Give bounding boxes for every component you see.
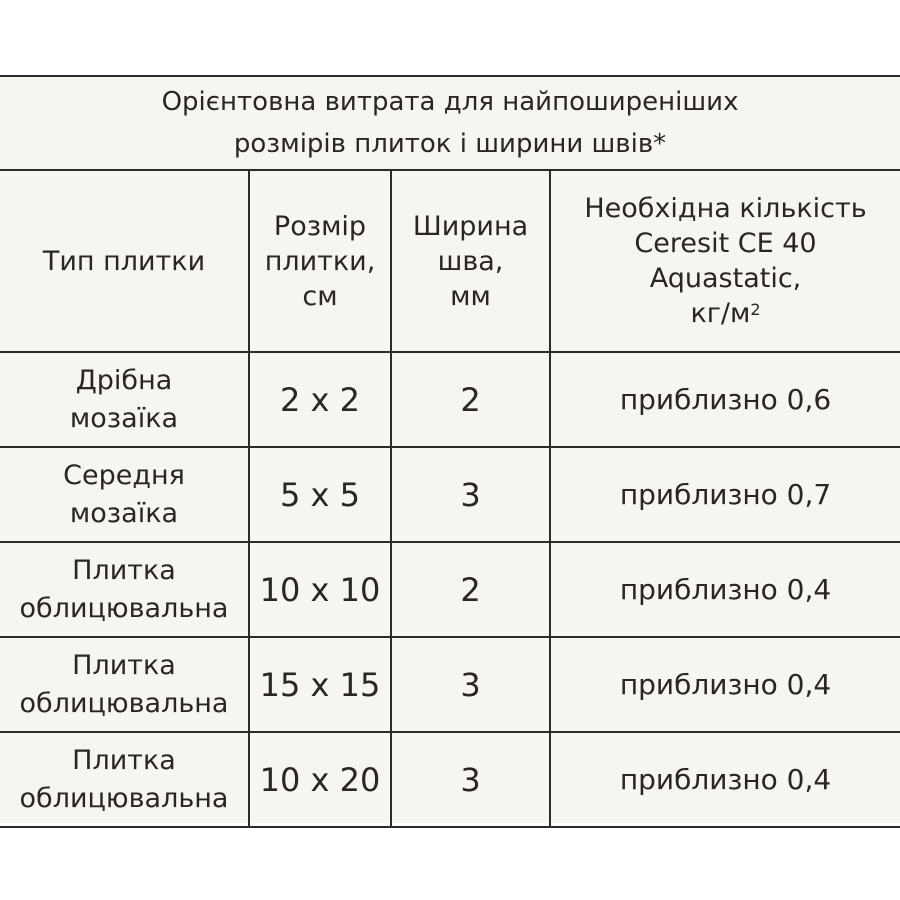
cell-tile-size: 10 x 10	[249, 542, 391, 637]
unit-superscript: 2	[750, 300, 761, 319]
tile-type-line: Середня	[63, 459, 185, 491]
table-title-line-1: Орієнтовна витрата для найпоширеніших	[161, 87, 739, 117]
table-row	[0, 447, 900, 542]
table-header-row	[0, 170, 900, 352]
header-line: Необхідна кількість	[584, 193, 867, 224]
cell-tile-type	[0, 637, 249, 732]
column-header-tile-type	[0, 170, 249, 352]
header-line: Aquastatic,	[649, 263, 802, 294]
cell-joint-width: 3	[391, 732, 550, 827]
header-line: Ширина	[412, 210, 529, 242]
column-header-tile-size	[249, 170, 391, 352]
header-line: Ceresit CE 40	[634, 228, 817, 259]
column-header-required-amount	[550, 170, 900, 352]
cell-required-amount: приблизно 0,7	[550, 447, 900, 542]
cell-tile-size: 10 x 20	[249, 732, 391, 827]
header-unit	[557, 296, 894, 331]
cell-tile-size: 15 x 15	[249, 637, 391, 732]
cell-joint-width: 2	[391, 542, 550, 637]
tile-type-line: облицювальна	[19, 782, 229, 814]
tile-type-line: мозаїка	[69, 497, 179, 529]
cell-required-amount: приблизно 0,4	[550, 542, 900, 637]
header-line: мм	[450, 280, 491, 312]
header-line: Розмір	[273, 210, 367, 242]
cell-joint-width: 2	[391, 352, 550, 447]
cell-joint-width: 3	[391, 447, 550, 542]
tile-type-line: Плитка	[72, 744, 176, 776]
tile-type-line: Дрібна	[75, 364, 173, 396]
cell-tile-type	[0, 732, 249, 827]
header-line: шва,	[437, 245, 504, 277]
cell-required-amount: приблизно 0,4	[550, 732, 900, 827]
header-line: Тип плитки	[42, 245, 206, 277]
cell-tile-size: 5 x 5	[249, 447, 391, 542]
cell-required-amount: приблизно 0,4	[550, 637, 900, 732]
table-body	[0, 352, 900, 827]
cell-required-amount: приблизно 0,6	[550, 352, 900, 447]
tile-type-line: облицювальна	[19, 687, 229, 719]
table-row	[0, 542, 900, 637]
tile-type-line: Плитка	[72, 554, 176, 586]
tile-type-line: облицювальна	[19, 592, 229, 624]
cell-tile-size: 2 x 2	[249, 352, 391, 447]
tile-type-line: Плитка	[72, 649, 176, 681]
cell-tile-type	[0, 542, 249, 637]
cell-tile-type	[0, 447, 249, 542]
consumption-table	[0, 75, 900, 828]
cell-tile-type	[0, 352, 249, 447]
consumption-table-sheet	[0, 75, 900, 823]
header-line: плитки,	[264, 245, 376, 277]
table-title-row	[0, 76, 900, 170]
column-header-joint-width	[391, 170, 550, 352]
table-row	[0, 732, 900, 827]
header-line: см	[302, 280, 338, 312]
tile-type-line: мозаїка	[69, 402, 179, 434]
table-title	[0, 76, 900, 170]
unit-base: кг/м	[690, 298, 751, 329]
table-title-line-2: розмірів плиток і ширини швів*	[233, 129, 667, 159]
table-row	[0, 637, 900, 732]
table-row	[0, 352, 900, 447]
cell-joint-width: 3	[391, 637, 550, 732]
